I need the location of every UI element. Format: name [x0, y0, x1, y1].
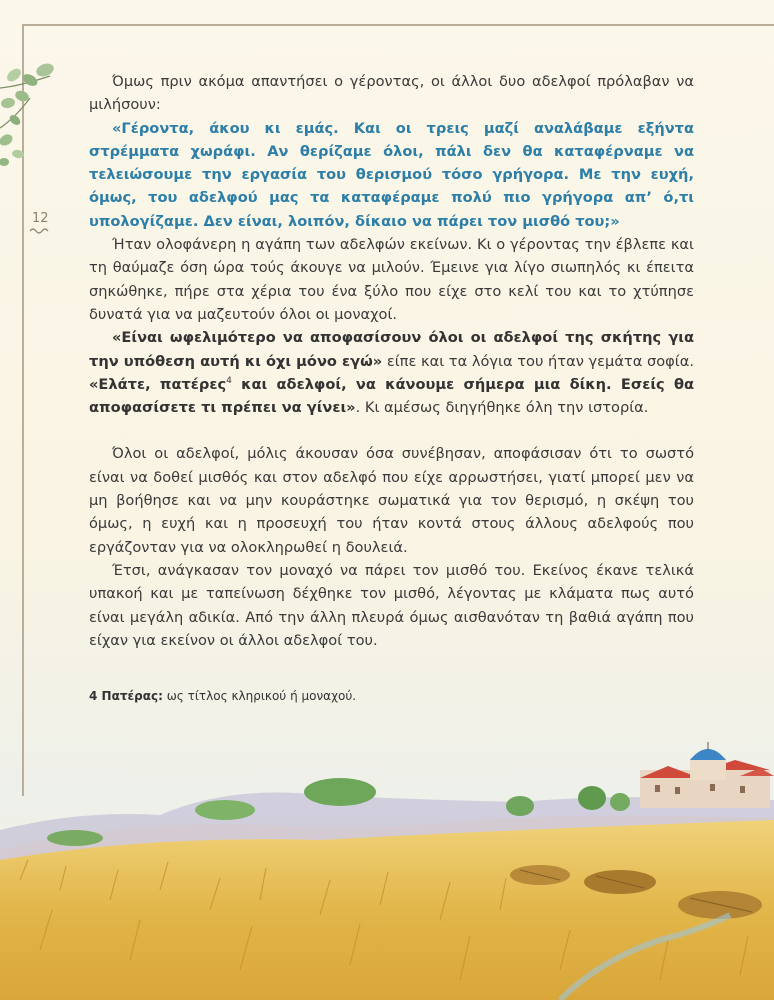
paragraph: [89, 326, 694, 419]
text-segment: Έτσι, ανάγκασαν τον μοναχό να πάρει τον μισθό του. Εκείνος έκανε τελικά υπακοή και με ταπείνωση δέχθηκε τον μισθό, λέγοντας με κλάματα πως αυτό είναι μεγάλη αδικία. Από την άλλη πλευρά όμως αισθανόταν τη βαθιά αγάπη που είχαν για εκείνον οι άλλοι αδελφοί του.: [89, 561, 694, 649]
footnote: [89, 689, 356, 703]
text-segment: Ήταν ολοφάνερη η αγάπη των αδελφών εκείνων. Κι ο γέροντας την έβλεπε και τη θαύμαζε όση ώρα τούς άκουγε να μιλούν. Έμεινε για λίγο σιωπηλός κι έπειτα σηκώθηκε, πήρε στα χέρια του ένα ξύλο που είχε στο κελί του και το χτύπησε δυνατά για να μαζευτούν όλοι οι μοναχοί.: [89, 236, 694, 323]
paragraph: [89, 117, 694, 233]
footnote-text: ως τίτλος κληρικού ή μοναχού.: [162, 689, 357, 703]
text-segment: «Γέροντα, άκου κι εμάς. Και οι τρεις μαζί αναλάβαμε εξήντα στρέμματα χωράφι. Αν θερίζαμε όλοι, πάλι δεν θα καταφέρναμε να τελειώσουμε την εργασία του θερισμού τόσο γρήγορα. Με την ευχή, όμως, του αδελφού μας τα καταφέραμε πολύ πιο γρήγορα απ’ ό,τι υπολογίζαμε. Δεν είναι, λοιπόν, δίκαιο να πάρει τον μισθό του;»: [89, 119, 694, 230]
landscape-illustration: [0, 740, 774, 1000]
footnote-label: 4 Πατέρας:: [89, 689, 163, 703]
text-segment: . Κι αμέσως διηγήθηκε όλη την ιστορία.: [355, 399, 649, 417]
paragraph: [89, 442, 694, 558]
page-number: 12: [32, 211, 49, 226]
footnote-marker: 4: [226, 376, 232, 386]
text-segment: «Ελάτε, πατέρες: [89, 375, 227, 393]
paragraph: [89, 70, 694, 117]
text-segment: Όλοι οι αδελφοί, μόλις άκουσαν όσα συνέβησαν, αποφάσισαν ότι το σωστό είναι να δοθεί μισθός και στον αδελφό που είχε αρρωστήσει, γιατί μπορεί μεν να μη βοήθησε και να μην κουράστηκε σωματικά για τον θερισμό, η σκέψη του όμως, η ευχή και η προσευχή του ήταν κοντά στους άλλους αδελφούς που εργάζονταν για να ολοκληρωθεί η δουλειά.: [89, 445, 694, 556]
text-segment: Όμως πριν ακόμα απαντήσει ο γέροντας, οι άλλοι δυο αδελφοί πρόλαβαν να μιλήσουν:: [89, 73, 694, 114]
wave-ornament-icon: [29, 226, 51, 236]
body-text: [89, 70, 694, 652]
text-segment: «Είναι ωφελιμότερο να αποφασίσουν όλοι οι αδελφοί της σκήτης για την υπόθεση αυτή κι όχι μόνο εγώ»: [89, 329, 694, 370]
leaves-decoration: [0, 58, 70, 168]
text-segment: είπε και τα λόγια του ήταν γεμάτα σοφία.: [382, 352, 694, 370]
paragraph: [89, 559, 694, 652]
text-segment: και αδελφοί, να κάνουμε σήμερα μια δίκη. Εσείς θα αποφασίσετε τι πρέπει να γίνει»: [89, 375, 694, 417]
frame-top-line: [22, 24, 774, 26]
paragraph: [89, 233, 694, 326]
